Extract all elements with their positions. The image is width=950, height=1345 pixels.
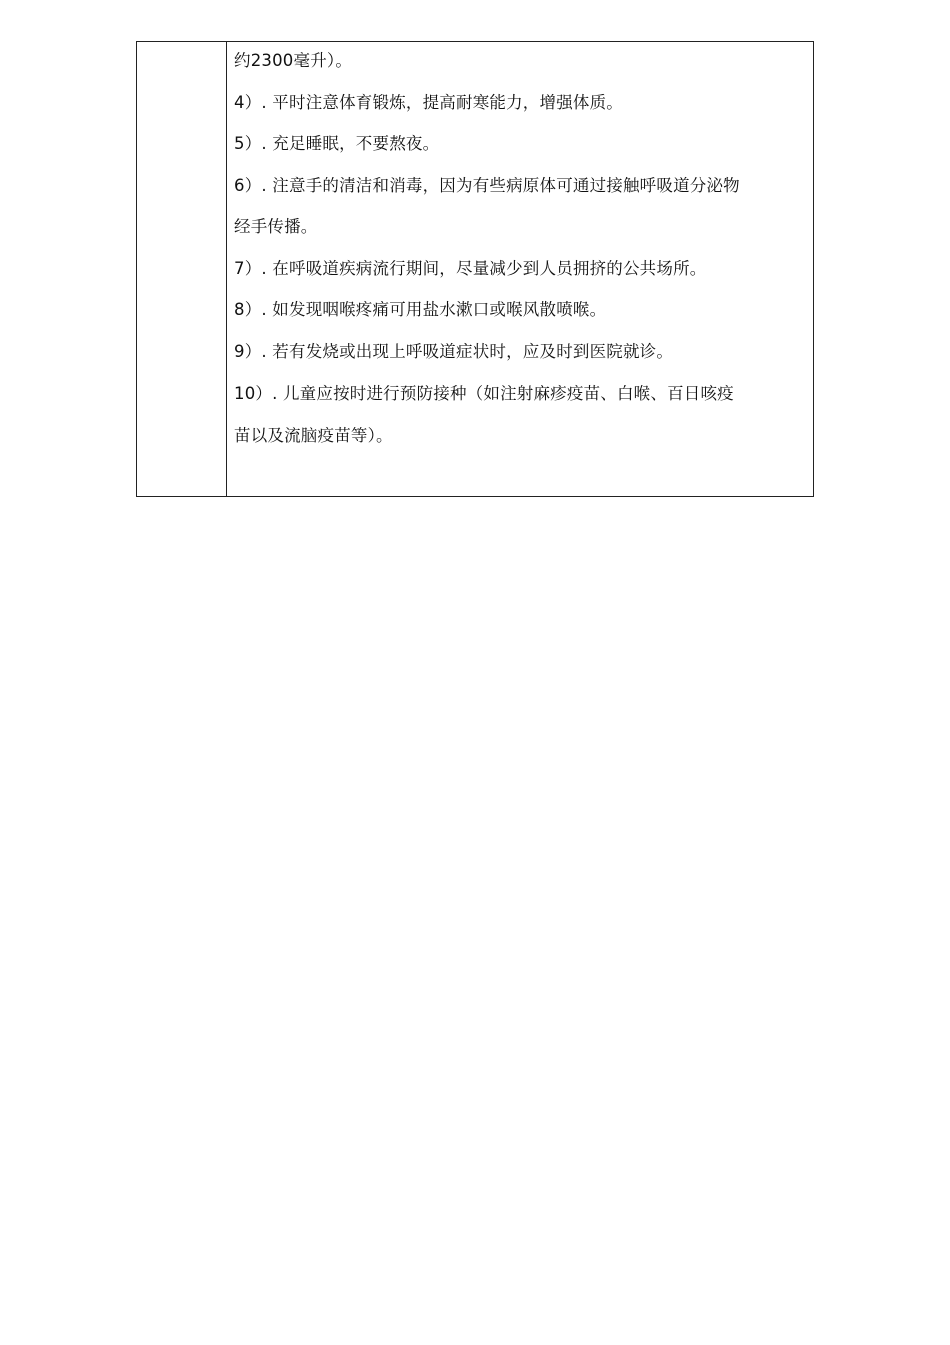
text-line-1: 约2300毫升）。 — [234, 51, 353, 70]
text-line-7: 8）. 如发现咽喉疼痛可用盐水漱口或喉风散喷喉。 — [234, 300, 607, 319]
text-line-10: 苗以及流脑疫苗等）。 — [234, 426, 393, 445]
text-line-9: 10）. 儿童应按时进行预防接种（如注射麻疹疫苗、白喉、百日咳疫 — [234, 384, 734, 403]
table-left-cell — [137, 42, 227, 496]
text-line-8: 9）. 若有发烧或出现上呼吸道症状时，应及时到医院就诊。 — [234, 342, 674, 361]
text-line-6: 7）. 在呼吸道疾病流行期间，尽量减少到人员拥挤的公共场所。 — [234, 259, 707, 278]
text-line-5: 经手传播。 — [234, 217, 318, 236]
text-line-2: 4）. 平时注意体育锻炼，提高耐寒能力，增强体质。 — [234, 93, 623, 112]
text-line-3: 5）. 充足睡眠，不要熬夜。 — [234, 134, 440, 153]
text-line-4: 6）. 注意手的清洁和消毒，因为有些病原体可通过接触呼吸道分泌物 — [234, 176, 740, 195]
